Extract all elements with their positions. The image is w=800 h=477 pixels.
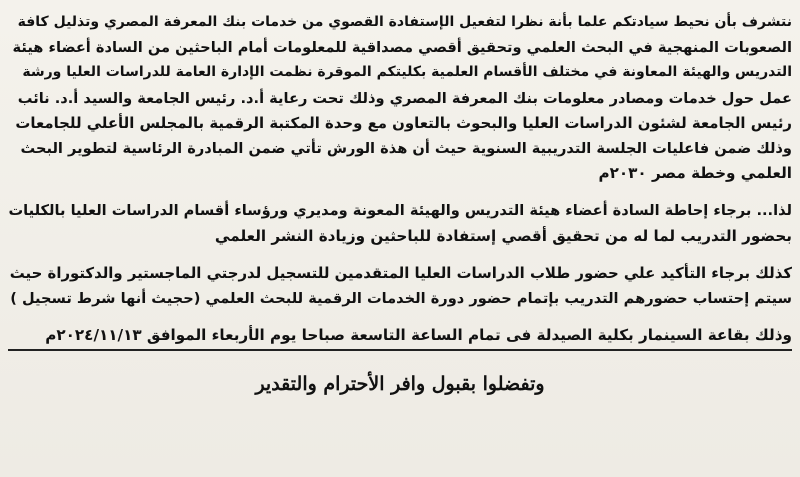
paragraph-line: نتشرف بأن نحيط سيادتكم علما بأنة نظرا لتفعيل الإستفادة القصوي من خدمات بنك المعرفة المصري وتذليل كافة <box>17 14 792 30</box>
paragraph-line: عمل حول خدمات ومصادر معلومات بنك المعرفة المصري وذلك تحت رعاية أ.د. رئيس الجامعة والسيد أ.د. نائب <box>17 89 792 107</box>
paragraph-line: العلمي وخطة مصر ٢٠٣٠م <box>598 164 792 183</box>
paragraph-venue <box>8 323 792 351</box>
paragraph-line: كذلك برجاء التأكيد علي حضور طلاب الدراسات العليا المتقدمين للتسجيل لدرجتي الماجستير والدكتوراة حيث <box>9 263 792 282</box>
paragraph-line: وذلك ضمن فاعليات الجلسة التدريبية السنوية حيث أن هذة الورش تأتي ضمن المبادرة الرئاسية لتطوير البحث <box>20 140 792 158</box>
paragraph-request <box>8 198 792 248</box>
paragraph-line: لذا... برجاء إحاطة السادة أعضاء هيئة التدريس والهيئة المعونة ومديري ورؤساء أقسام الدراسات العليا بالكليات <box>8 202 792 220</box>
paragraph-line: التدريس والهيئة المعاونة في مختلف الأقسام العلمية بكليتكم الموقرة نظمت الإدارة العامة للدراسات العليا ورشة <box>22 64 792 81</box>
paragraph-line: الصعوبات المنهجية في البحث العلمي وتحقيق أقصي مصداقية للمعلومات أمام الباحثين من السادة أعضاء هيئة <box>12 39 792 57</box>
paragraph-line: سيتم إحتساب حضورهم التدريب بإتمام حضور دورة الخدمات الرقمية للبحث العلمي (حجيث أنها شرط تسجيل ) <box>10 290 792 308</box>
closing-salutation: وتفضلوا بقبول وافر الأحترام والتقدير <box>255 373 545 396</box>
paragraph-students <box>8 261 792 311</box>
paragraph-line: بحضور التدريب لما له من تحقيق أقصي إستفادة للباحثين وزيادة النشر العلمي <box>214 226 792 245</box>
paragraph-line: رئيس الجامعة لشئون الدراسات العليا والبحوث بالتعاون مع وحدة المكتبة الرقمية بالمجلس الأعلي للجامعات <box>15 113 792 132</box>
paragraph-intro <box>8 10 792 186</box>
paragraph-line-underlined: وذلك بقاعة السينمار بكلية الصيدلة فى تمام الساعة التاسعة صباحا يوم الأربعاء الموافق ٢٠٢٤/١١/١٣م <box>8 323 792 351</box>
